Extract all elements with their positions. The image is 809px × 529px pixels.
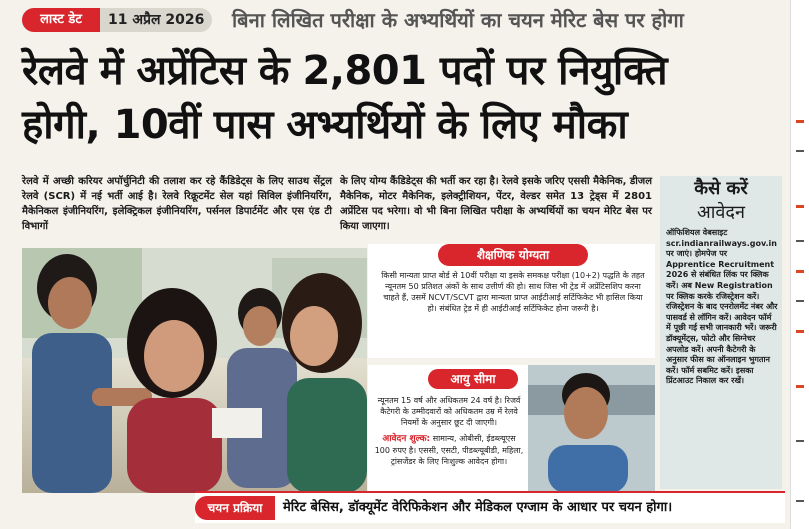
students-photo <box>22 248 367 493</box>
selection-label: चयन प्रक्रिया <box>195 496 275 520</box>
selection-text: मेरिट बेसिस, डॉक्यूमेंट वेरिफिकेशन और मेडिकल एग्जाम के आधार पर चयन होगा। <box>283 500 673 515</box>
body-column-2: के लिए योग्य कैंडिडेट्स की भर्ती कर रहा है। रेलवे इसके जरिए एससी मैकेनिक, डीजल मैकेनिक, मोटर मैकेनिक, इलेक्ट्रीशियन, पेंटर, वेल्डर समेत 13 ट्रेड्स में 2801 अप्रेंटिस पद भरेगा। वो भी बिना लिखित परीक्षा के अभ्यर्थियों का चयन मेरिट बेस पर किया जाएगा। <box>340 176 653 232</box>
fee-text: सामान्य, ओबीसी, ईडब्ल्यूएस 100 रुपए है। एससी, एसटी, पीडब्ल्यूबीडी, महिला, ट्रांसजेंडर के लिए निःशुल्क आवेदन होगा। <box>374 434 524 466</box>
last-date-value: 11 अप्रैल 2026 <box>108 12 205 28</box>
qualification-text: किसी मान्यता प्राप्त बोर्ड से 10वीं परीक्षा या इसके समकक्ष परीक्षा (10+2) पद्धति के तहत न्यूनतम 50 प्रतिशत अंकों के साथ उत्तीर्ण की हो। साथ जिस भी ट्रेड में अप्रेंटिसशिप करना चाहते हैं, उसमें NCVT/SCVT द्वारा मान्यता प्राप्त आईटीआई सर्टिफिकेट भी हासिल किया हो। संबंधित ट्रेड में ही आईटीआई सर्टिफिकेट होना जरूरी है। <box>381 271 645 313</box>
qualification-box <box>368 244 655 358</box>
application-fee <box>374 433 524 467</box>
how-to-apply-text: ऑफिशियल वेबसाइट scr.indianrailways.gov.in पर जाएं। होमपेज पर Apprentice Recruitment 2026 से संबंधित लिंक पर क्लिक करें। अब New Registration पर क्लिक करके रजिस्ट्रेशन करें। रजिस्ट्रेशन के बाद एनरोलमेंट नंबर और पासवर्ड से लॉगिन करें। आवेदन फॉर्म में पूछी गई सभी जानकारी भरें। जरूरी डॉक्यूमेंट्स, फोटो और सिग्नेचर अपलोड करें। अपनी कैटेगरी के अनुसार फीस का ऑनलाइन भुगतान करें। फॉर्म सबमिट करें। इसका प्रिंटआउट निकाल कर रखें। <box>666 228 778 386</box>
headline <box>22 44 782 152</box>
how-to-apply-title-2: आवेदन <box>697 202 745 223</box>
adjacent-page-edge <box>790 0 809 529</box>
last-date-pill <box>22 8 212 32</box>
subheadline: बिना लिखित परीक्षा के अभ्यर्थियों का चयन मेरिट बेस पर होगा <box>232 8 684 32</box>
students-illustration <box>22 248 367 493</box>
man-photo <box>528 365 655 493</box>
body-column-1: रेलवे में अच्छी करियर अपॉर्चुनिटी की तलाश कर रहे कैंडिडेट्स के लिए साउथ सेंट्रल रेलवे (SCR) में नई भर्ती आई है। रेलवे रिक्रूटमेंट सेल यहां सिविल इंजीनियरिंग, मैकेनिकल इंजीनियरिंग, इलेक्ट्रिकल इंजीनियरिंग, पर्सनल डिपार्टमेंट और एस एंड टी विभागों <box>22 176 332 232</box>
age-limit-box <box>368 365 655 493</box>
selection-process-bar <box>195 491 785 523</box>
last-date-label: लास्ट डेट <box>22 8 100 32</box>
age-limit-title: आयु सीमा <box>428 369 518 389</box>
age-limit-text: न्यूनतम 15 वर्ष और अधिकतम 24 वर्ष है। रिजर्व कैटेगरी के उम्मीदवारों को अधिकतम उम्र में रेलवे नियमों के अनुसार छूट दी जाएगी। <box>377 396 521 427</box>
man-illustration <box>528 365 655 493</box>
headline-line-1: रेलवे में अप्रेंटिस के 2,801 पदों पर नियुक्ति <box>22 48 668 94</box>
how-to-apply-title-1: कैसे करें <box>694 178 748 199</box>
headline-line-2: होगी, 10वीं पास अभ्यर्थियों के लिए मौका <box>22 102 628 148</box>
fee-label: आवेदन शुल्क: <box>382 434 431 444</box>
qualification-title: शैक्षणिक योग्यता <box>438 244 588 266</box>
how-to-apply-box <box>660 176 782 489</box>
